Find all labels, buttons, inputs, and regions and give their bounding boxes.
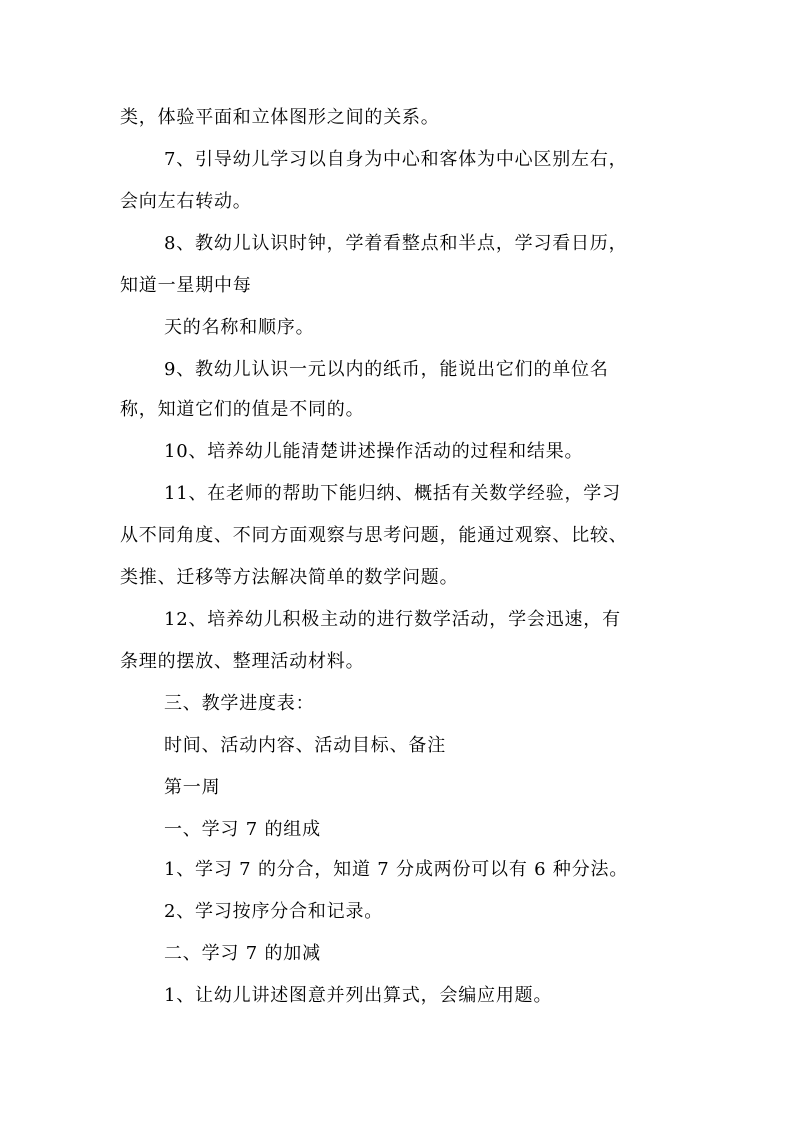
paragraph-line: 从不同角度、不同方面观察与思考问题，能通过观察、比较、: [120, 525, 628, 546]
paragraph-line: 知道一星期中每: [120, 275, 252, 296]
paragraph-line: 一、学习 7 的组成: [164, 819, 321, 840]
paragraph-line: 天的名称和顺序。: [164, 317, 315, 338]
section-heading: 三、教学进度表：: [164, 693, 315, 714]
paragraph-line: 二、学习 7 的加减: [164, 943, 321, 964]
paragraph-line: 时间、活动内容、活动目标、备注: [164, 735, 446, 756]
paragraph-line: 10、培养幼儿能清楚讲述操作活动的过程和结果。: [164, 441, 584, 462]
paragraph-line: 称，知道它们的值是不同的。: [120, 399, 365, 420]
paragraph-line: 1、学习 7 的分合，知道 7 分成两份可以有 6 种分法。: [164, 859, 629, 880]
paragraph-line: 条理的摆放、整理活动材料。: [120, 651, 365, 672]
paragraph-line: 1、让幼儿讲述图意并列出算式，会编应用题。: [164, 985, 553, 1006]
paragraph-line: 8、教幼儿认识时钟，学着看整点和半点，学习看日历，: [164, 233, 628, 254]
paragraph-line: 会向左右转动。: [120, 191, 252, 212]
paragraph-line: 类推、迁移等方法解决简单的数学问题。: [120, 567, 459, 588]
paragraph-line: 第一周: [164, 777, 221, 798]
paragraph-line: 7、引导幼儿学习以自身为中心和客体为中心区别左右，: [164, 149, 628, 170]
paragraph-line: 2、学习按序分合和记录。: [164, 901, 384, 922]
paragraph-line: 类，体验平面和立体图形之间的关系。: [120, 107, 440, 128]
paragraph-line: 9、教幼儿认识一元以内的纸币，能说出它们的单位名: [164, 359, 609, 380]
paragraph-line: 11、在老师的帮助下能归纳、概括有关数学经验，学习: [164, 483, 621, 504]
paragraph-line: 12、培养幼儿积极主动的进行数学活动，学会迅速，有: [164, 609, 621, 630]
